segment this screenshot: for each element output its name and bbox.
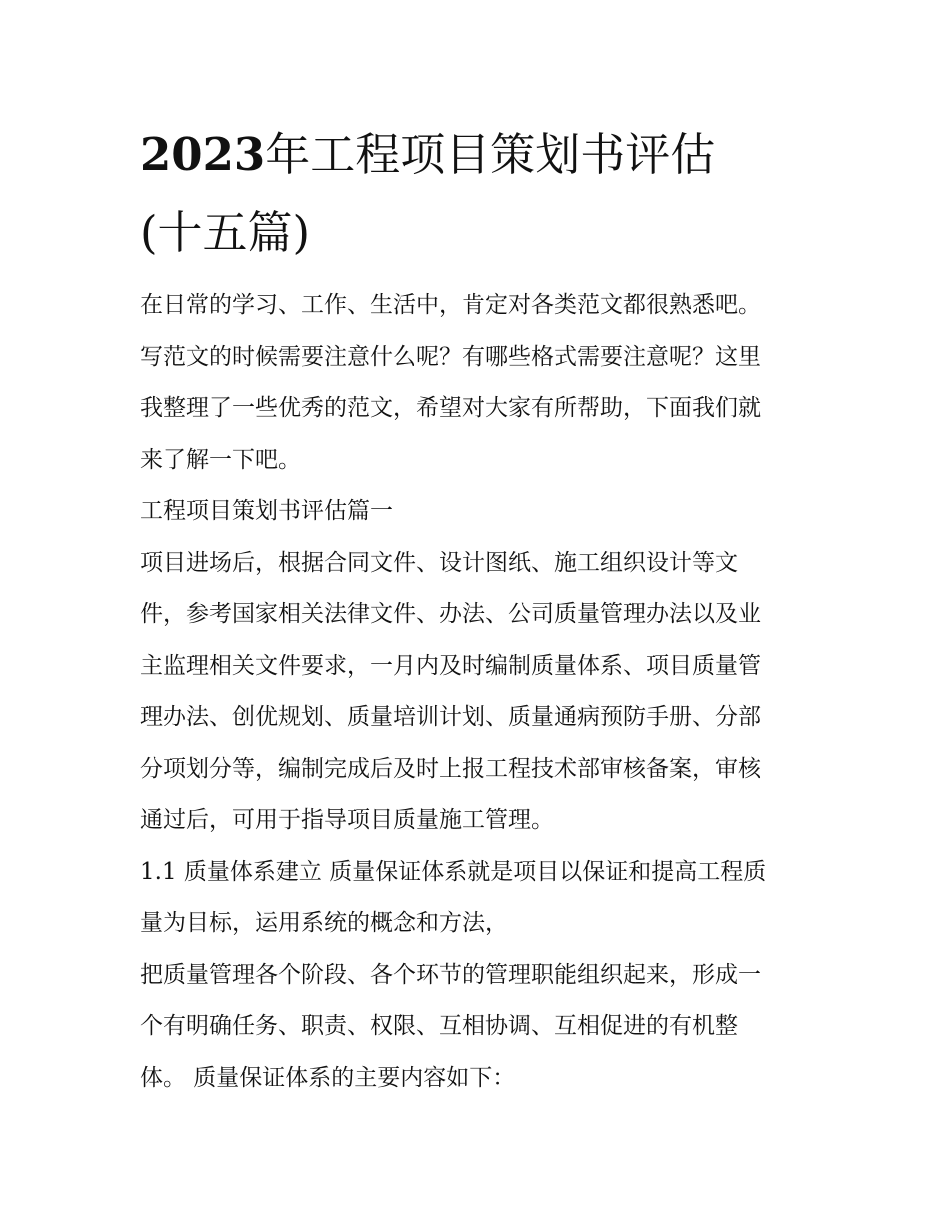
title-line-1 — [140, 116, 820, 194]
paragraph-line: 来了解一下吧。 — [140, 446, 301, 473]
paragraph-line: 体。 质量保证体系的主要内容如下： — [140, 1064, 516, 1091]
paragraph-line: 在日常的学习、工作、生活中，肯定对各类范文都很熟悉吧。 — [140, 292, 761, 318]
document-body — [140, 280, 820, 1104]
paragraph-line: 把质量管理各个阶段、各个环节的管理职能组织起来，形成一 — [140, 961, 761, 988]
paragraph-line: 量为目标，运用系统的概念和方法， — [140, 910, 508, 936]
paragraph-line: 主监理相关文件要求，一月内及时编制质量体系、项目质量管 — [140, 652, 761, 679]
paragraph-line: 1.1 质量体系建立 质量保证体系就是项目以保证和提高工程质 — [140, 858, 767, 885]
paragraph-line: 分项划分等，编制完成后及时上报工程技术部审核备案，审核 — [140, 755, 761, 782]
paragraph-line: 项目进场后，根据合同文件、设计图纸、施工组织设计等文 — [140, 549, 738, 576]
title-line-2: (十五篇) — [140, 206, 311, 259]
document-content — [140, 116, 820, 1104]
paragraph-line: 个有明确任务、职责、权限、互相协调、互相促进的有机整 — [140, 1013, 738, 1039]
paragraph-line: 我整理了一些优秀的范文，希望对大家有所帮助，下面我们就 — [140, 395, 761, 421]
title-year: 2023 — [140, 128, 266, 181]
paragraph-line: 写范文的时候需要注意什么呢？有哪些格式需要注意呢？这里 — [140, 343, 761, 370]
paragraph-line: 理办法、创优规划、质量培训计划、质量通病预防手册、分部 — [140, 704, 761, 730]
section-heading: 工程项目策划书评估篇一 — [140, 498, 393, 524]
paragraph-line: 通过后，可用于指导项目质量施工管理。 — [140, 807, 554, 833]
title-text: 年工程项目策划书评估 — [265, 128, 716, 181]
paragraph-line: 件，参考国家相关法律文件、办法、公司质量管理办法以及业 — [140, 601, 761, 627]
document-title — [140, 116, 820, 272]
